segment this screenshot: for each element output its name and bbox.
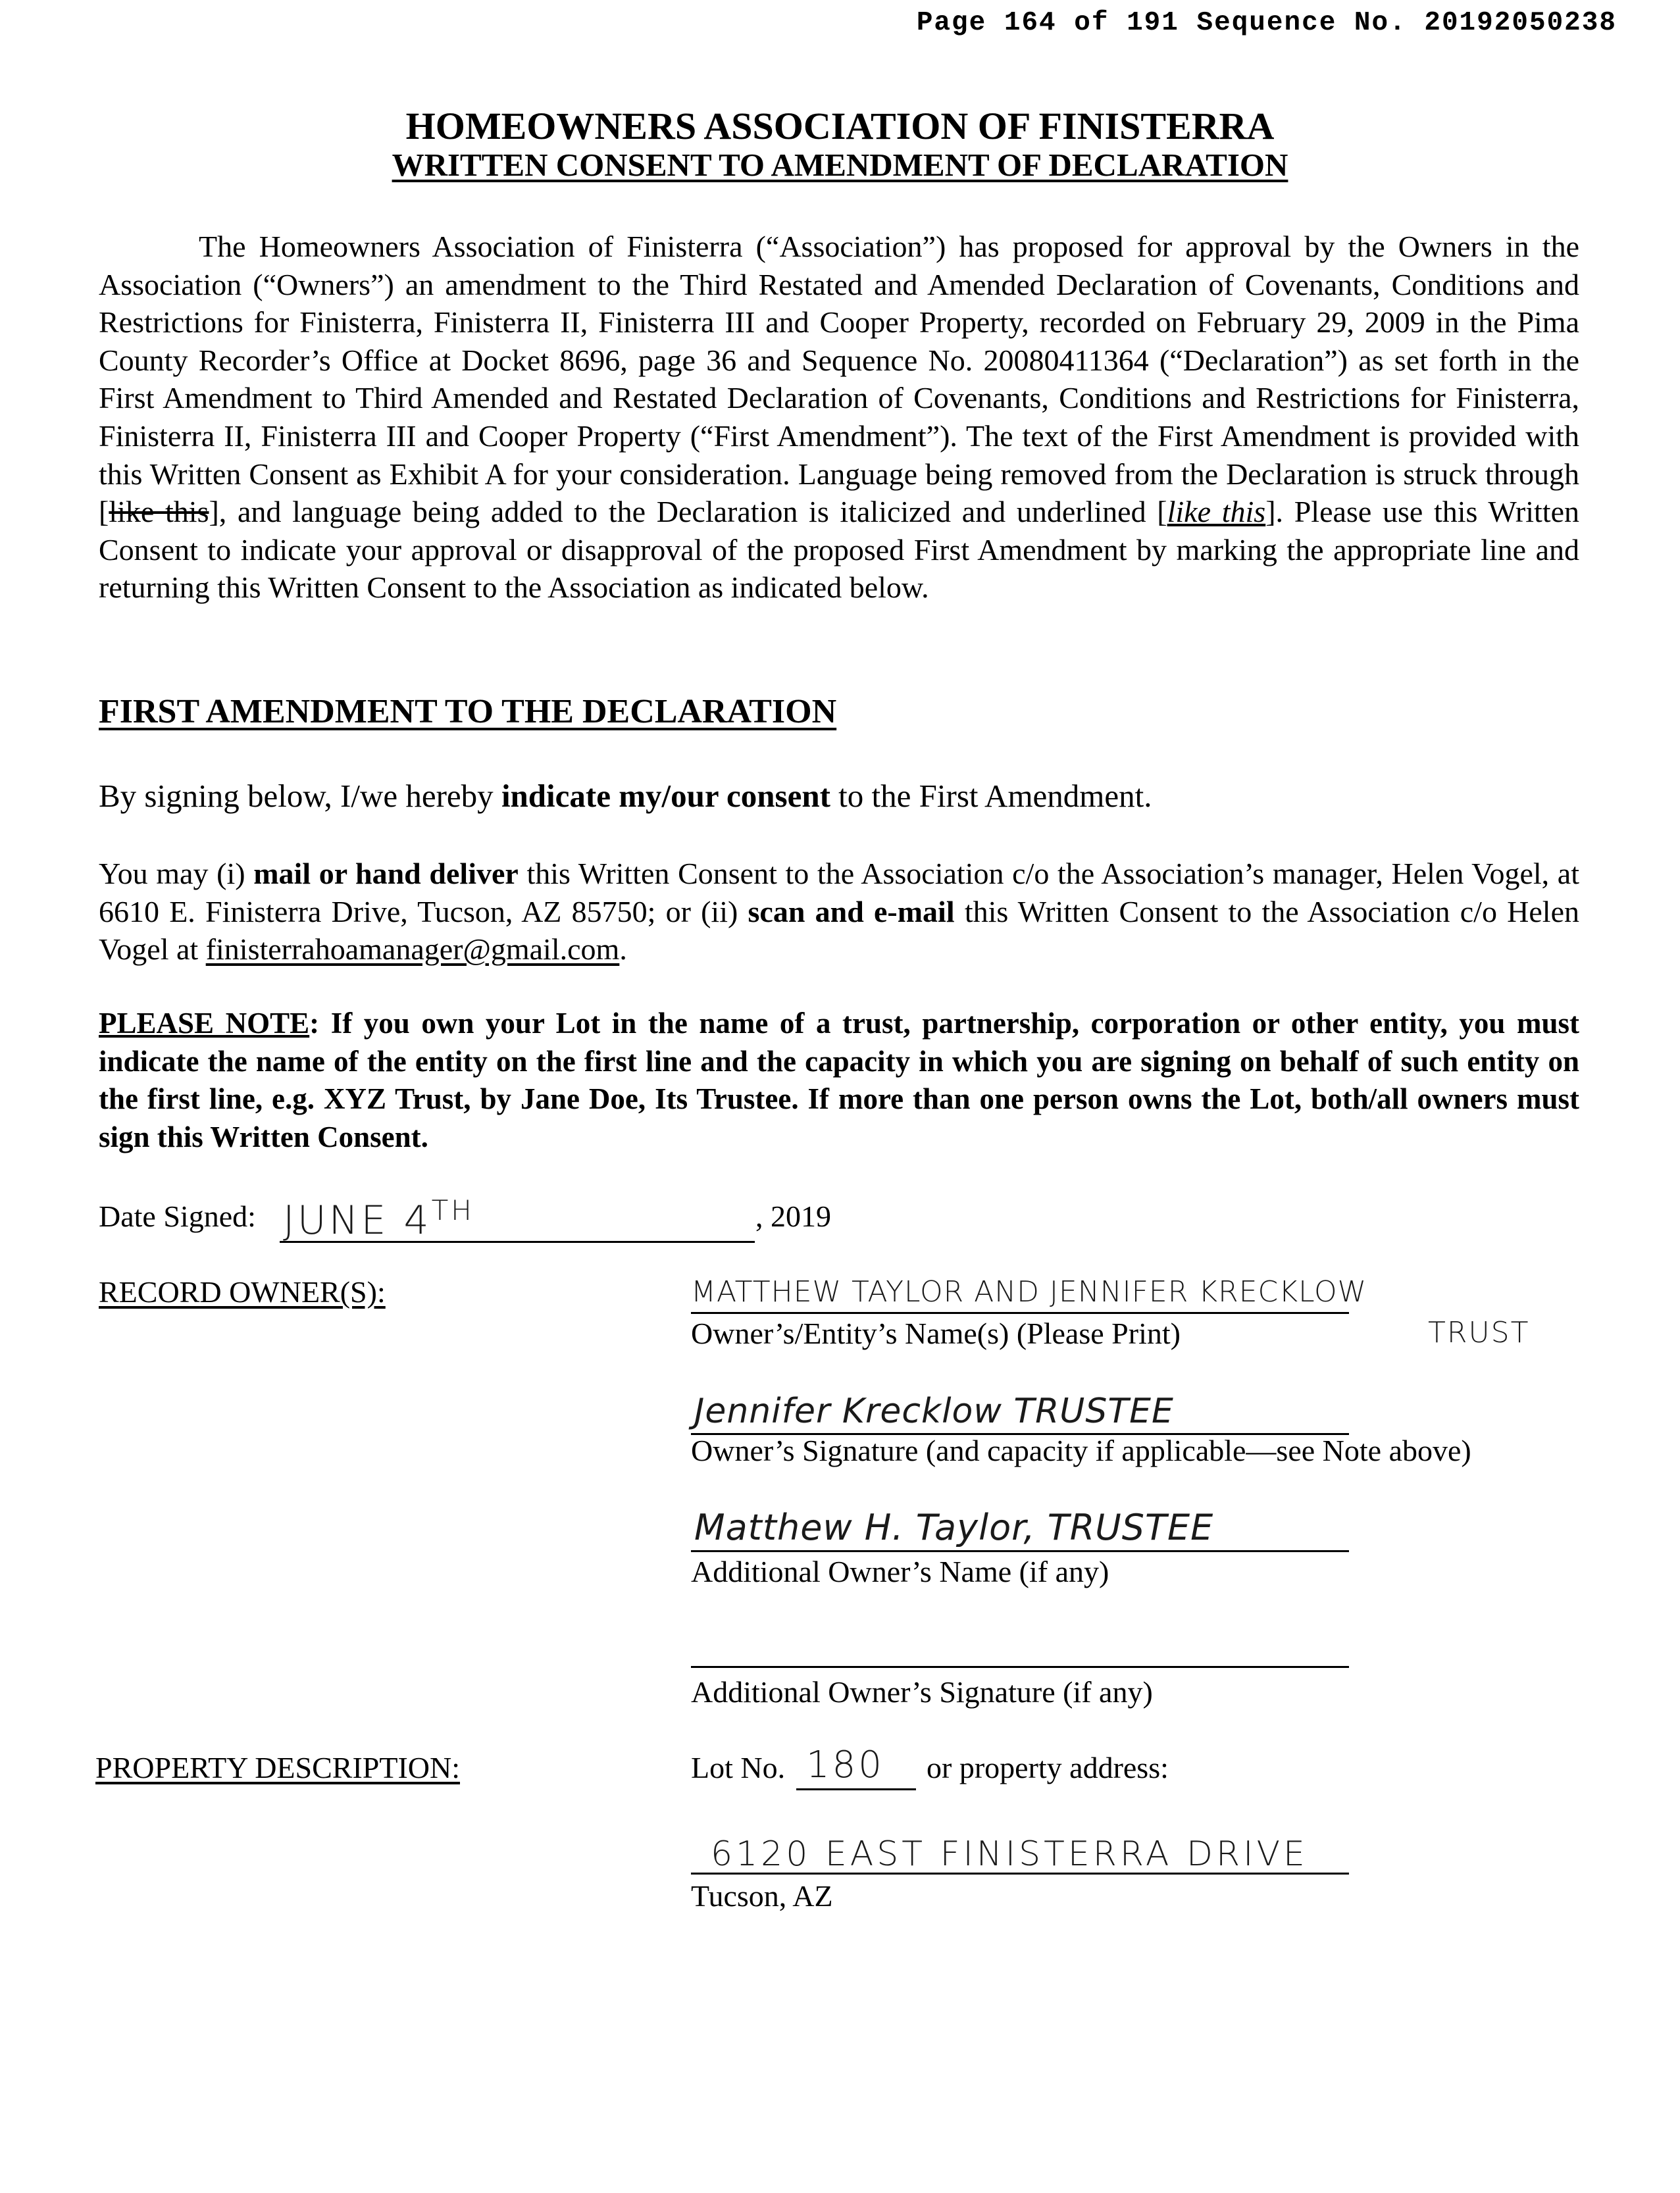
consent-post: to the First Amendment. [830, 778, 1152, 814]
lot-number-handwritten: 180 [806, 1744, 884, 1786]
property-address-handwritten: 6120 EAST FINISTERRA DRIVE [711, 1834, 1308, 1874]
lot-label: Lot No. [691, 1751, 786, 1784]
section-heading-text: FIRST AMENDMENT TO THE DECLARATION [99, 693, 837, 730]
please-note [99, 1005, 1579, 1156]
date-signed-label: Date Signed: [99, 1199, 256, 1233]
additional-owner-name-handwritten: Matthew H. Taylor, TRUSTEE [694, 1507, 1214, 1548]
owner-name-handwritten: MATTHEW TAYLOR AND JENNIFER KRECKLOW [691, 1275, 1367, 1309]
document-title: HOMEOWNERS ASSOCIATION OF FINISTERRA [405, 105, 1275, 147]
intro-text-3: ]. Please use this Written Consent to indicate your approval or disapproval of the proposed First Amendment by marking the appropriate line and returning this Written Consent to the Association as indicated below. [99, 495, 1579, 605]
manager-email-link[interactable]: finisterrahoamanager@gmail.com [205, 932, 620, 966]
page-sequence-header: Page 164 of 191 Sequence No. 20192050238 [916, 8, 1617, 38]
date-handwritten-sup: TH [431, 1194, 474, 1226]
consent-statement [99, 777, 1152, 815]
struck-example: like this [109, 495, 209, 529]
delivery-text-3: this Written Consent to the Association c/o Helen Vogel at [99, 894, 1579, 966]
delivery-instructions [99, 855, 1579, 969]
record-owners-label: RECORD OWNER(S): [99, 1275, 386, 1309]
document-subtitle [0, 146, 1680, 184]
added-example: like this [1167, 495, 1266, 529]
additional-owner-signature-caption: Additional Owner’s Signature (if any) [691, 1675, 1153, 1709]
additional-owner-name-caption: Additional Owner’s Name (if any) [691, 1555, 1109, 1588]
additional-owner-signature-line[interactable] [691, 1630, 1349, 1668]
intro-paragraph [99, 228, 1579, 607]
property-description-label: PROPERTY DESCRIPTION: [95, 1751, 460, 1784]
document-subtitle-text: WRITTEN CONSENT TO AMENDMENT OF DECLARATION [392, 147, 1288, 183]
delivery-text-1: You may (i) [99, 857, 254, 890]
section-heading [99, 692, 836, 731]
owner-signature-caption: Owner’s Signature (and capacity if applicable—see Note above) [691, 1434, 1471, 1467]
lot-suffix: or property address: [927, 1751, 1169, 1784]
delivery-bold-1: mail or hand deliver [253, 857, 519, 890]
date-handwritten-value: JUNE 4 [283, 1197, 432, 1244]
please-note-text: : If you own your Lot in the name of a trust, partnership, corporation or other entity, you must indicate the name of the entity on the first line and the capacity in which you are signing on behalf of such entity on the first line, e.g. XYZ Trust, by Jane Doe, Its Trustee. If more than one person owns the Lot, both/all owners must sign this Written Consent. [99, 1007, 1579, 1153]
intro-text-1: The Homeowners Association of Finisterra (“Association”) has proposed for approval by the Owners in the Association (“Owners”) an amendment to the Third Restated and Amended Declaration of Covenants, Conditions and Restrictions for Finisterra, Finisterra II, Finisterra III and Cooper Property, recorded on February 29, 2009 in the Pima County Recorder’s Office at Docket 8696, page 36 and Sequence No. 20080411364 (“Declaration”) as set forth in the First Amendment to Third Amended and Restated Declaration of Covenants, Conditions and Restrictions for Finisterra, Finisterra II, Finisterra III and Cooper Property (“First Amendment”). The text of the First Amendment is provided with this Written Consent as Exhibit A for your consideration. Language being removed from the Declaration is struck through [ [99, 230, 1579, 529]
please-note-label: PLEASE NOTE [99, 1007, 310, 1040]
consent-pre: By signing below, I/we hereby [99, 778, 501, 814]
property-city: Tucson, AZ [691, 1879, 833, 1913]
intro-text-2: ], and language being added to the Declaration is italicized and underlined [ [209, 495, 1167, 529]
owner-name-handwritten-trust: TRUST [1428, 1316, 1530, 1349]
date-year: , 2019 [755, 1199, 831, 1233]
delivery-text-4: . [619, 932, 627, 966]
consent-bold: indicate my/our consent [501, 778, 830, 814]
delivery-text-2: this Written Consent to the Association c/o the Association’s manager, Helen Vogel, at 6610 E. Finisterra Drive, Tucson, AZ 85750; or (ii) [99, 857, 1580, 928]
owner-signature-handwritten: Jennifer Krecklow TRUSTEE [694, 1392, 1174, 1431]
date-signed-handwritten [283, 1194, 474, 1244]
delivery-bold-2: scan and e-mail [748, 894, 955, 928]
owner-name-caption: Owner’s/Entity’s Name(s) (Please Print) [691, 1317, 1181, 1350]
